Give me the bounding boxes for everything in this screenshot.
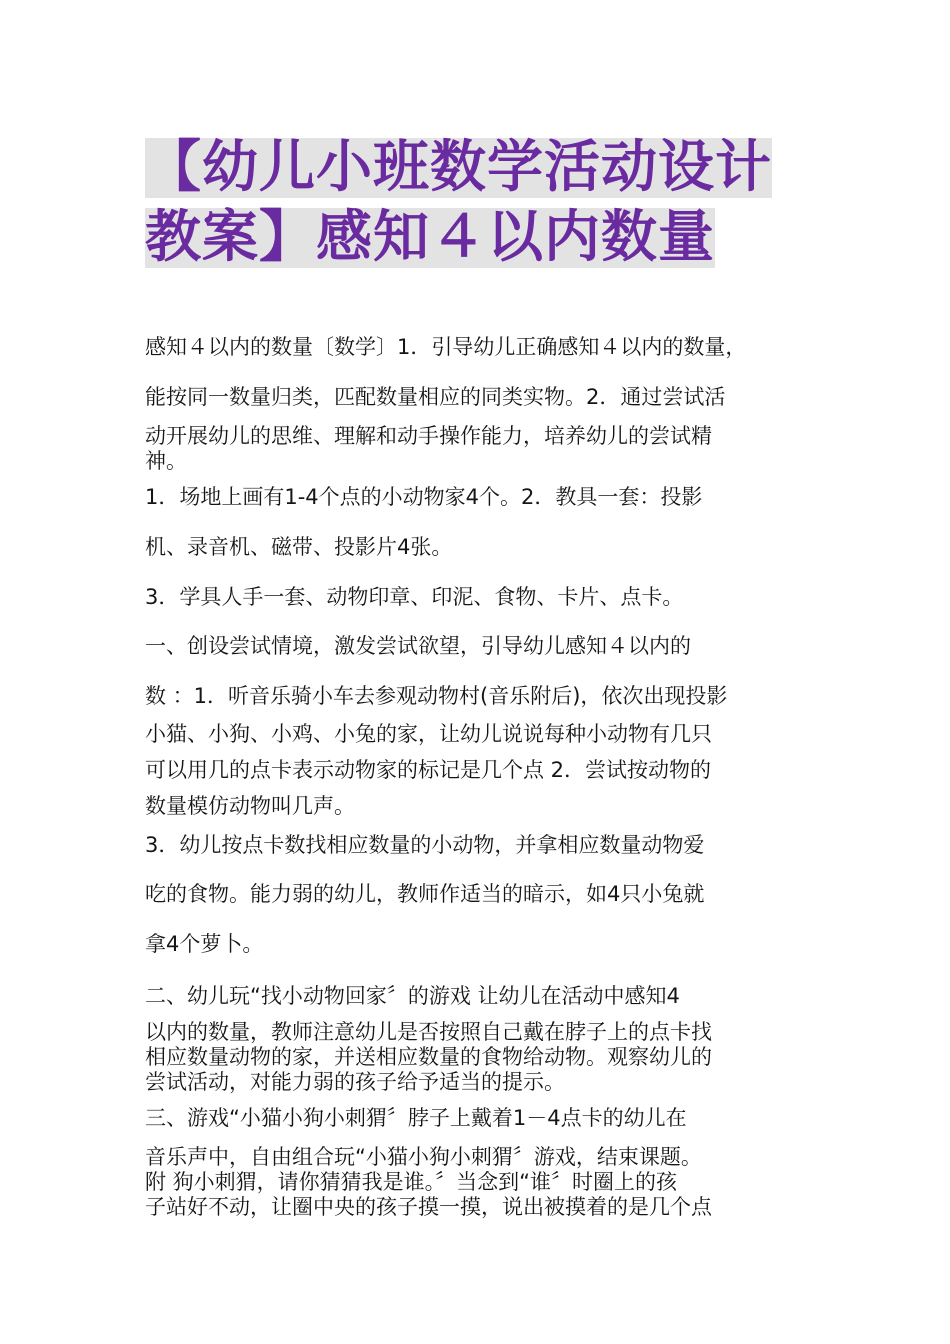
document-title-line-2: 教案】感知４以内数量 [145, 205, 715, 270]
body-line: 以内的数量，教师注意幼儿是否按照自己戴在脖子上的点卡找 [145, 1020, 712, 1044]
body-line: 能按同一数量归类，匹配数量相应的同类实物。2．通过尝试活 [145, 385, 726, 409]
body-line: 3．学具人手一套、动物印章、印泥、食物、卡片、点卡。 [145, 585, 684, 609]
body-line: 感知４以内的数量〔数学〕1．引导幼儿正确感知４以内的数量， [145, 335, 747, 359]
body-line: 1．场地上画有1-4个点的小动物家4个。2．教具一套：投影 [145, 485, 703, 509]
body-line: 小猫、小狗、小鸡、小兔的家，让幼儿说说每种小动物有几只 [145, 722, 712, 746]
body-line: 附 狗小刺猬，请你猜猜我是谁。〞当念到“谁〞时圈上的孩 [145, 1170, 678, 1194]
body-line: 3．幼儿按点卡数找相应数量的小动物，并拿相应数量动物爱 [145, 833, 705, 857]
body-line: 一、创设尝试情境，激发尝试欲望，引导幼儿感知４以内的 [145, 634, 691, 658]
body-line: 动开展幼儿的思维、理解和动手操作能力，培养幼儿的尝试精 [145, 424, 712, 448]
body-line: 神。 [145, 449, 187, 473]
body-line: 可以用几的点卡表示动物家的标记是几个点 2．尝试按动物的 [145, 758, 712, 782]
body-line: 吃的食物。能力弱的幼儿，教师作适当的暗示，如4只小兔就 [145, 882, 705, 906]
body-line: 拿4个萝卜。 [145, 932, 264, 956]
body-line: 数量模仿动物叫几声。 [145, 794, 355, 818]
body-line: 音乐声中，自由组合玩“小猫小狗小刺猬〞游戏，结束课题。 [145, 1145, 702, 1169]
document-title-line-1: 【幼儿小班数学活动设计 [145, 135, 772, 200]
body-line: 机、录音机、磁带、投影片4张。 [145, 535, 453, 559]
body-line: 子站好不动，让圈中央的孩子摸一摸，说出被摸着的是几个点 [145, 1195, 712, 1219]
body-line: 尝试活动，对能力弱的孩子给予适当的提示。 [145, 1070, 565, 1094]
body-line: 相应数量动物的家，并送相应数量的食物给动物。观察幼儿的 [145, 1045, 712, 1069]
body-line: 三、游戏“小猫小狗小刺猬〞脖子上戴着1－4点卡的幼儿在 [145, 1106, 687, 1130]
body-line: 数 ：1．听音乐骑小车去参观动物村(音乐附后)，依次出现投影 [145, 684, 728, 708]
body-line: 二、幼儿玩“找小动物回家〞的游戏 让幼儿在活动中感知4 [145, 984, 680, 1008]
